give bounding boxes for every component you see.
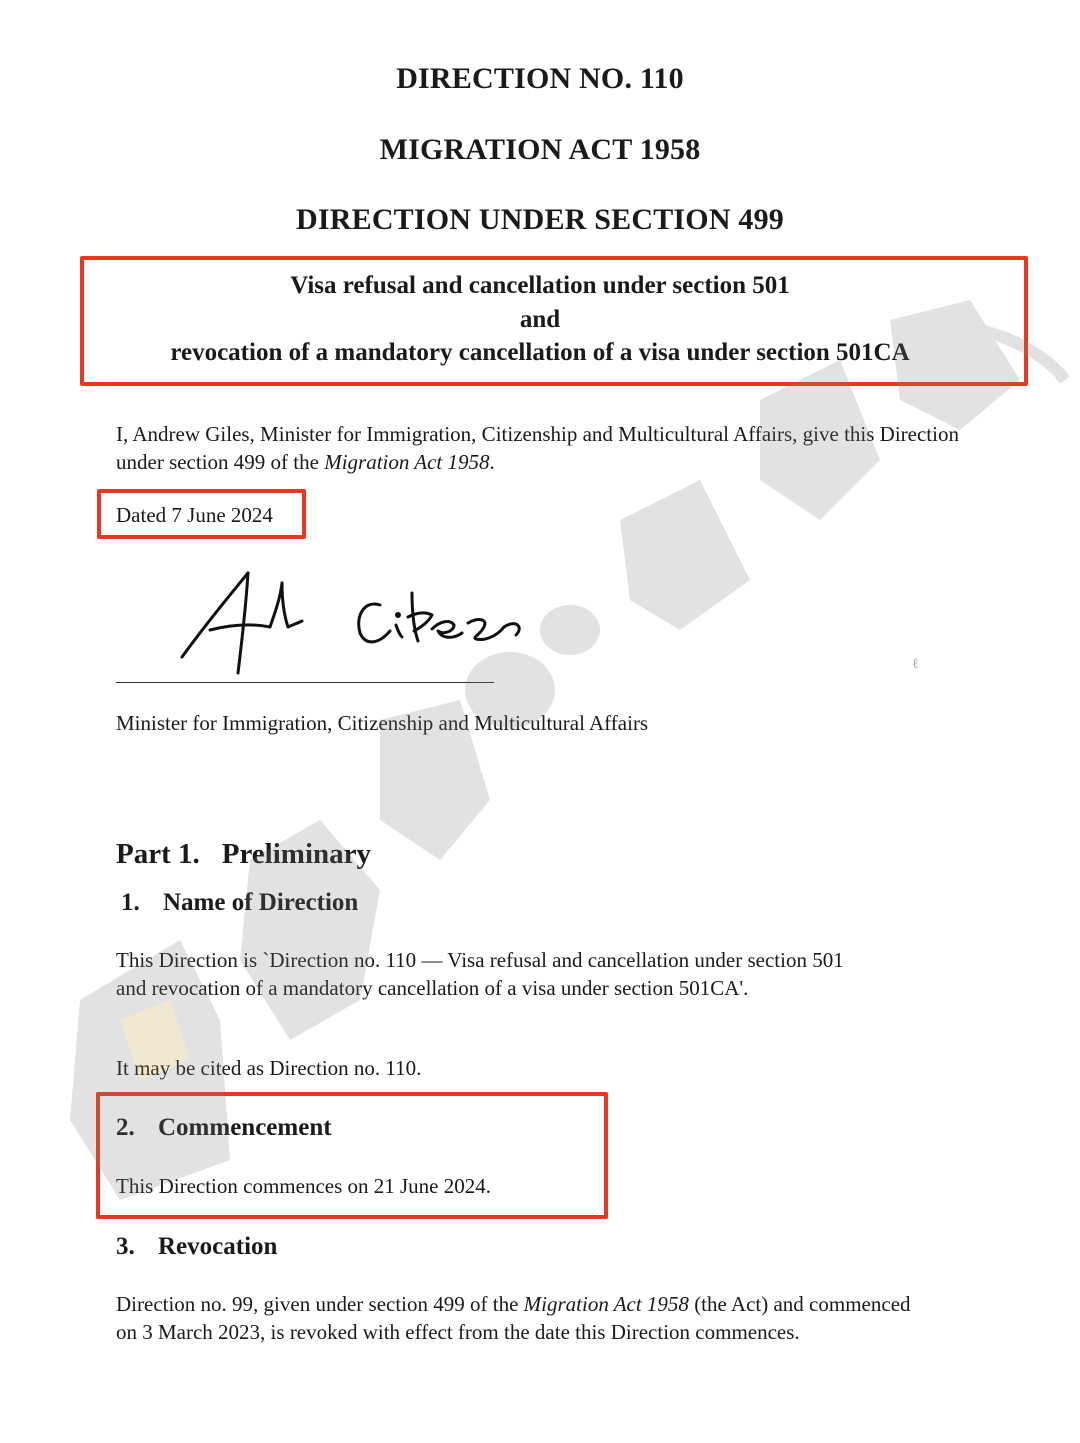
dated-line: Dated 7 June 2024	[116, 503, 273, 527]
section-title: Revocation	[158, 1233, 278, 1260]
section-number: 2.	[116, 1114, 135, 1141]
section-title: DIRECTION UNDER SECTION 499	[296, 203, 784, 236]
section-2-heading	[116, 1114, 332, 1142]
direction-number-title: DIRECTION NO. 110	[396, 62, 684, 95]
section-3-heading	[116, 1233, 277, 1261]
part-title: Preliminary	[221, 838, 372, 870]
section-number: 3.	[116, 1233, 135, 1260]
section-title: Name of Direction	[163, 889, 359, 916]
section-1-citation: It may be cited as Direction no. 110.	[116, 1056, 422, 1080]
section-1-heading	[121, 889, 358, 917]
intro-act-name: Migration Act 1958	[324, 450, 490, 474]
part-number: Part 1.	[116, 838, 200, 870]
signature-line	[116, 682, 494, 683]
subtitle-line-1: Visa refusal and cancellation under section 501	[290, 272, 790, 299]
minister-title: Minister for Immigration, Citizenship and Multicultural Affairs	[116, 711, 649, 735]
subtitle-line-3: revocation of a mandatory cancellation of a visa under section 501CA	[170, 339, 910, 366]
section-number: 1.	[121, 889, 140, 916]
intro-paragraph	[116, 420, 996, 476]
section-2-paragraph: This Direction commences on 21 June 2024.	[116, 1174, 492, 1198]
intro-text: I, Andrew Giles, Minister for Immigration, Citizenship and Multicultural Affairs, give this Direction under section 499 of the	[116, 422, 959, 474]
part-1-heading	[116, 838, 371, 871]
stray-mark: ℓ	[912, 657, 919, 672]
section-3-paragraph	[116, 1290, 936, 1346]
section-1-paragraph: This Direction is `Direction no. 110 — Visa refusal and cancellation under section 501 and revocation of a mandatory cancellation of a visa under section 501CA'.	[116, 948, 844, 1000]
subtitle-line-2: and	[519, 306, 561, 333]
revocation-text: Direction no. 99, given under section 499 of the	[116, 1292, 524, 1316]
revocation-act-name: Migration Act 1958	[523, 1292, 689, 1316]
handwritten-signature	[170, 565, 540, 680]
section-title: Commencement	[158, 1114, 332, 1141]
act-title: MIGRATION ACT 1958	[379, 133, 701, 166]
revocation-text-end: (the Act) and commenced on 3 March 2023, is revoked with effect from the date this Direction commences.	[116, 1292, 911, 1344]
intro-text-end: .	[489, 450, 495, 474]
